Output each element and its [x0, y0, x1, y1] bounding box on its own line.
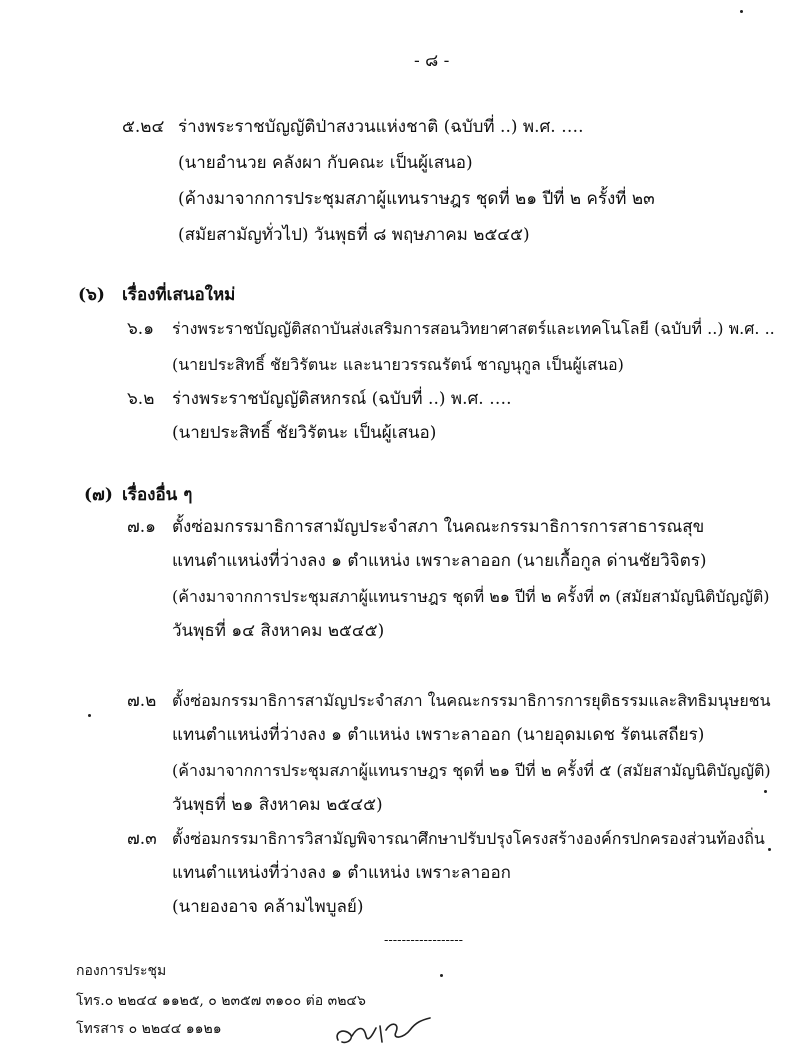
item-7-2-session-date: วันพุธที่ ๒๑ สิงหาคม ๒๕๔๕): [172, 795, 383, 815]
footer-phone: โทร.๐ ๒๒๔๔ ๑๑๒๕, ๐ ๒๓๕๗ ๓๑๐๐ ต่อ ๓๒๔๖: [76, 993, 366, 1009]
scan-speck: [88, 714, 91, 717]
item-7-1-pending-note: (ค้างมาจากการประชุมสภาผู้แทนราษฎร ชุดที่ ๒๑ ปีที่ ๒ ครั้งที่ ๓ (สมัยสามัญนิติบัญญัติ): [172, 587, 770, 606]
item-7-2-pending-note: (ค้างมาจากการประชุมสภาผู้แทนราษฎร ชุดที่ ๒๑ ปีที่ ๒ ครั้งที่ ๕ (สมัยสามัญนิติบัญญัติ): [172, 761, 771, 780]
section-6-number: (๖): [78, 285, 105, 305]
scan-speck: [440, 974, 443, 977]
item-5-24-proposer: (นายอำนวย คลังผา กับคณะ เป็นผู้เสนอ): [178, 153, 473, 173]
item-6-1-title: ร่างพระราชบัญญัติสถาบันส่งเสริมการสอนวิทยาศาสตร์และเทคโนโลยี (ฉบับที่ ..) พ.ศ. ..: [172, 319, 775, 338]
section-7-number: (๗): [84, 485, 113, 505]
item-5-24-number: ๕.๒๔: [122, 117, 165, 137]
item-6-2-number: ๖.๒: [127, 389, 155, 409]
item-6-2-proposer: (นายประสิทธิ์ ชัยวิรัตนะ เป็นผู้เสนอ): [172, 423, 437, 443]
handwritten-signature: [330, 1008, 440, 1052]
end-separator: ------------------: [384, 933, 464, 948]
item-6-1-proposer: (นายประสิทธิ์ ชัยวิรัตนะ และนายวรรณรัตน์ ชาญนุกูล เป็นผู้เสนอ): [172, 355, 624, 374]
footer-office: กองการประชุม: [76, 963, 167, 979]
item-5-24-pending-note: (ค้างมาจากการประชุมสภาผู้แทนราษฎร ชุดที่ ๒๑ ปีที่ ๒ ครั้งที่ ๒๓: [178, 189, 655, 209]
section-6-heading: เรื่องที่เสนอใหม่: [122, 285, 236, 305]
item-7-1-title: ตั้งซ่อมกรรมาธิการสามัญประจำสภา ในคณะกรรมาธิการการสาธารณสุข: [172, 517, 705, 537]
scan-speck: [764, 790, 767, 793]
item-7-2-title: ตั้งซ่อมกรรมาธิการสามัญประจำสภา ในคณะกรรมาธิการการยุติธรรมและสิทธิมนุษยชน: [172, 691, 771, 710]
footer-fax: โทรสาร ๐ ๒๒๔๔ ๑๑๒๑: [76, 1021, 222, 1037]
item-7-1-session-date: วันพุธที่ ๑๔ สิงหาคม ๒๕๔๕): [172, 621, 385, 641]
item-7-1-vacancy: แทนตำแหน่งที่ว่างลง ๑ ตำแหน่ง เพราะลาออก (นายเกื้อกูล ด่านชัยวิจิตร): [172, 551, 707, 571]
item-7-3-number: ๗.๓: [127, 829, 157, 849]
section-7-heading: เรื่องอื่น ๆ: [122, 485, 193, 505]
page-number: - ๘ -: [414, 51, 450, 71]
item-7-3-title: ตั้งซ่อมกรรมาธิการวิสามัญพิจารณาศึกษาปรับปรุงโครงสร้างองค์กรปกครองส่วนท้องถิ่น: [172, 829, 765, 848]
item-5-24-title: ร่างพระราชบัญญัติป่าสงวนแห่งชาติ (ฉบับที่ ..) พ.ศ. ….: [178, 117, 584, 137]
item-7-2-number: ๗.๒: [127, 691, 157, 711]
item-7-1-number: ๗.๑: [127, 517, 156, 537]
item-6-1-number: ๖.๑: [127, 319, 154, 339]
scan-speck: [740, 10, 743, 13]
item-6-2-title: ร่างพระราชบัญญัติสหกรณ์ (ฉบับที่ ..) พ.ศ. ….: [172, 389, 512, 409]
item-5-24-session-date: (สมัยสามัญทั่วไป) วันพุธที่ ๘ พฤษภาคม ๒๕๔๕): [178, 225, 530, 245]
item-7-3-vacancy: แทนตำแหน่งที่ว่างลง ๑ ตำแหน่ง เพราะลาออก: [172, 863, 511, 883]
item-7-3-proposer: (นายองอาจ คล้ามไพบูลย์): [172, 897, 364, 917]
item-7-2-vacancy: แทนตำแหน่งที่ว่างลง ๑ ตำแหน่ง เพราะลาออก (นายอุดมเดช รัตนเสถียร): [172, 725, 705, 745]
scan-speck: [768, 848, 771, 851]
